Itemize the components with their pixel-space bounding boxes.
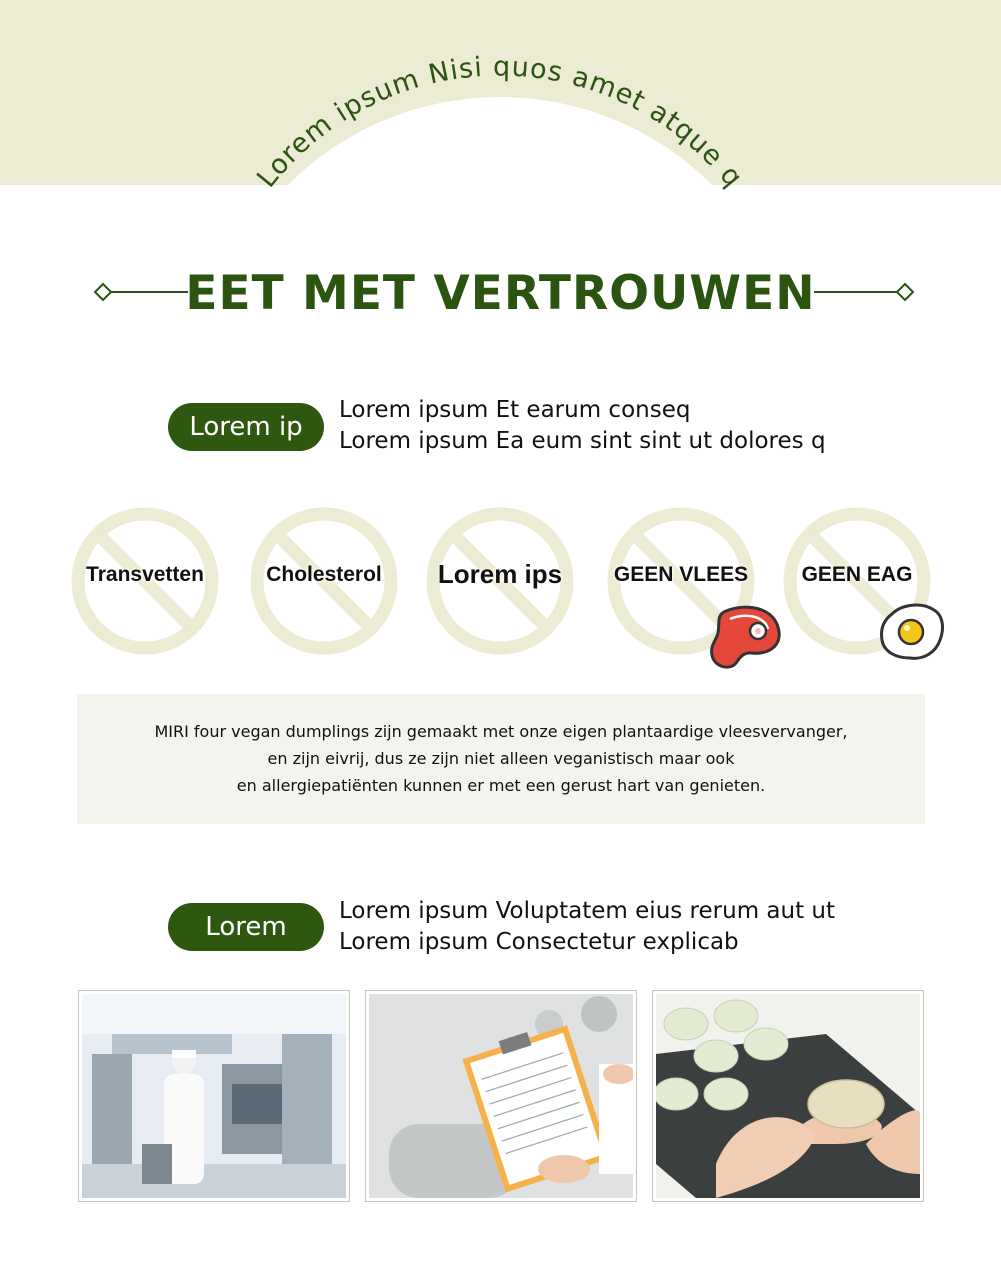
badge-label: Lorem ips [437,559,563,589]
info-box [77,694,925,824]
section2-text [339,896,835,958]
badge-row [0,505,1001,675]
info-line-3: en allergiepatiënten kunnen er met een gerust hart van genieten. [236,776,766,795]
clipboard-inspection-photo [369,994,633,1198]
curved-subtitle [0,0,1001,260]
dumplings-hands-photo [656,994,920,1198]
steak-icon [706,603,786,673]
badge-cholesterol [249,505,399,657]
badge-label: GEEN VLEES [613,563,749,586]
section1-pill: Lorem ip [168,403,324,451]
section1-text [339,395,826,457]
section2-pill: Lorem [168,903,324,951]
badge-transvetten [70,505,220,657]
factory-worker-photo [82,994,346,1198]
badge-label: GEEN EAG [801,563,913,586]
badge-label: Transvetten [86,563,204,586]
fried-egg-icon [878,602,946,664]
photo-factory [78,990,350,1202]
info-line-1: MIRI four vegan dumplings zijn gemaakt met onze eigen plantaardige vleesvervanger, [154,722,848,741]
badge-lorem [425,505,575,657]
photo-inspection [365,990,637,1202]
svg-text:Lorem ipsum Nisi quos amet atq [251,51,749,193]
curved-subtitle-text: Lorem ipsum Nisi quos amet atque q [251,51,749,194]
title-row [0,262,1001,326]
photo-dumplings [652,990,924,1202]
section2-line-1: Lorem ipsum Voluptatem eius rerum aut ut [339,898,836,924]
info-line-2: en zijn eivrij, dus ze zijn niet alleen veganistisch maar ook [267,749,735,768]
page-title: EET MET VERTROUWEN [185,266,816,321]
section1-line-1: Lorem ipsum Et earum conseq [339,397,691,423]
badge-label: Cholesterol [266,563,382,586]
info-text [77,718,925,799]
section1-line-2: Lorem ipsum Ea eum sint sint ut dolores q [339,428,826,454]
section2-line-2: Lorem ipsum Consectetur explicab [339,929,739,955]
